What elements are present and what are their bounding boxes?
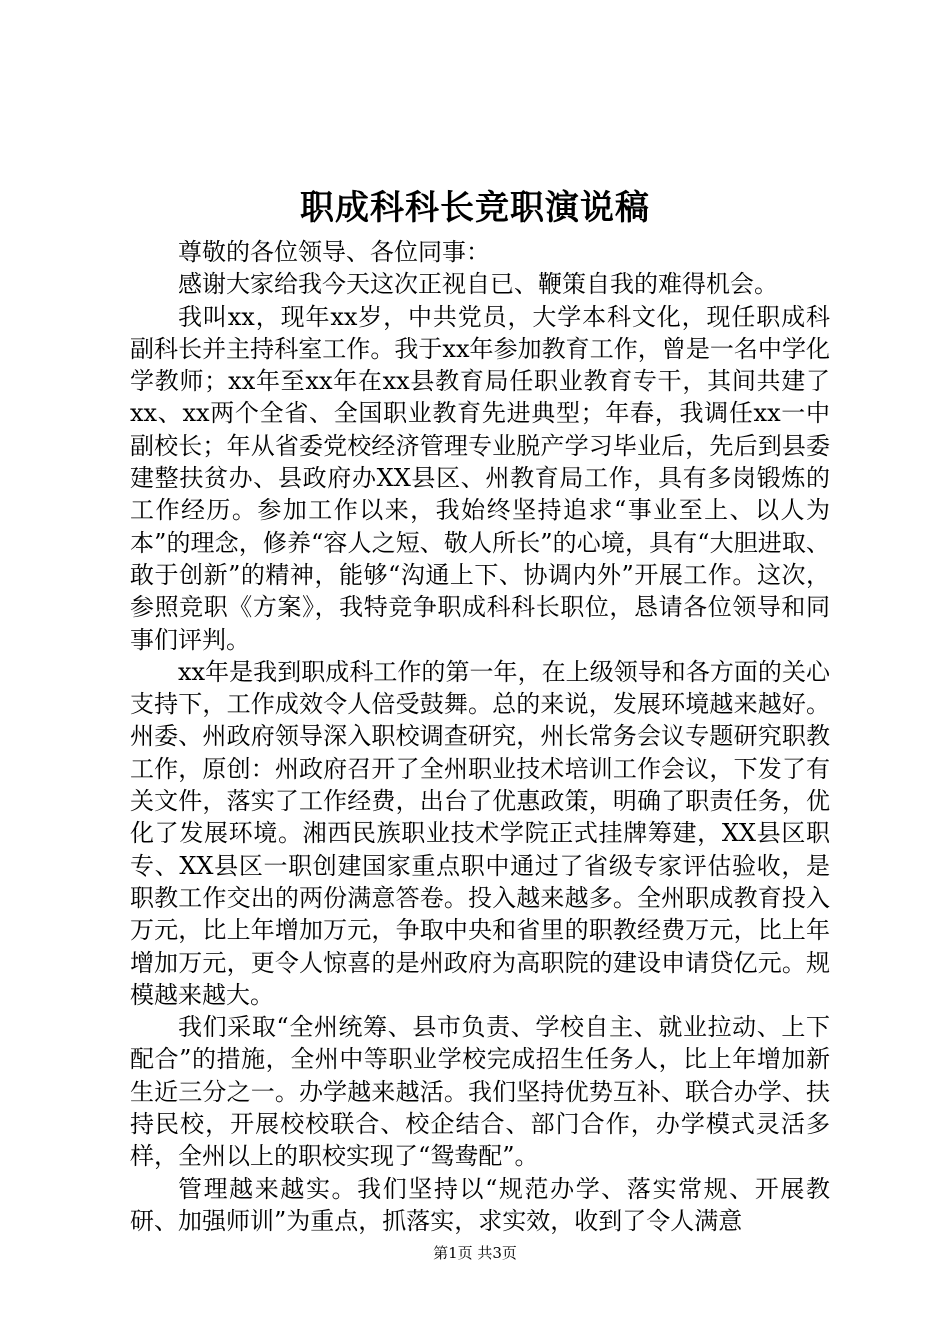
body-paragraph: 感谢大家给我今天这次正视自已、鞭策自我的难得机会。 [178, 270, 778, 299]
page-number-footer: 第1页 共3页 [433, 1244, 517, 1262]
body-paragraph: 我们采取“全州统筹、县市负责、学校自主、就业拉动、上下配合”的措施，全州中等职业学校完成招生任务人，比上年增加新生近三分之一。办学越来越活。我们坚持优势互补、联合办学、扶持民校，开展校校联合、校企结合、部门合作，办学模式灵活多样，全州以上的职校实现了“鸳鸯配”。 [130, 1013, 830, 1171]
salutation-paragraph: 尊敬的各位领导、各位同事： [178, 238, 490, 266]
document-body [130, 236, 830, 1237]
body-paragraph: 管理越来越实。我们坚持以“规范办学、落实常规、开展教研、加强师训”为重点，抓落实，求实效，收到了令人满意 [130, 1174, 830, 1235]
body-paragraph: xx年是我到职成科工作的第一年，在上级领导和各方面的关心支持下，工作成效令人倍受鼓舞。总的来说，发展环境越来越好。州委、州政府领导深入职校调查研究，州长常务会议专题研究职教工作，原创：州政府召开了全州职业技术培训工作会议，下发了有关文件，落实了工作经费，出台了优惠政策，明确了职责任务，优化了发展环境。湘西民族职业技术学院正式挂牌筹建，XX县区职专、XX县区一职创建国家重点职中通过了省级专家评估验收，是职教工作交出的两份满意答卷。投入越来越多。全州职成教育投入万元，比上年增加万元，争取中央和省里的职教经费万元，比上年增加万元，更令人惊喜的是州政府为高职院的建设申请贷亿元。规模越来越大。 [130, 657, 830, 1009]
document-title: 职成科科长竞职演说稿 [300, 188, 650, 228]
body-paragraph: 我叫xx，现年xx岁，中共党员，大学本科文化，现任职成科副科长并主持科室工作。我于xx年参加教育工作，曾是一名中学化学教师；xx年至xx年在xx县教育局任职业教育专干，其间共建了xx、xx两个全省、全国职业教育先进典型；年春，我调任xx一中副校长；年从省委党校经济管理专业脱产学习毕业后，先后到县委建整扶贫办、县政府办XX县区、州教育局工作，具有多岗锻炼的工作经历。参加工作以来，我始终坚持追求“事业至上、以人为本”的理念，修养“容人之短、敬人所长”的心境，具有“大胆进取、敢于创新”的精神，能够“沟通上下、协调内外”开展工作。这次，参照竞职《方案》，我特竞争职成科科长职位，恳请各位领导和同事们评判。 [130, 302, 830, 654]
